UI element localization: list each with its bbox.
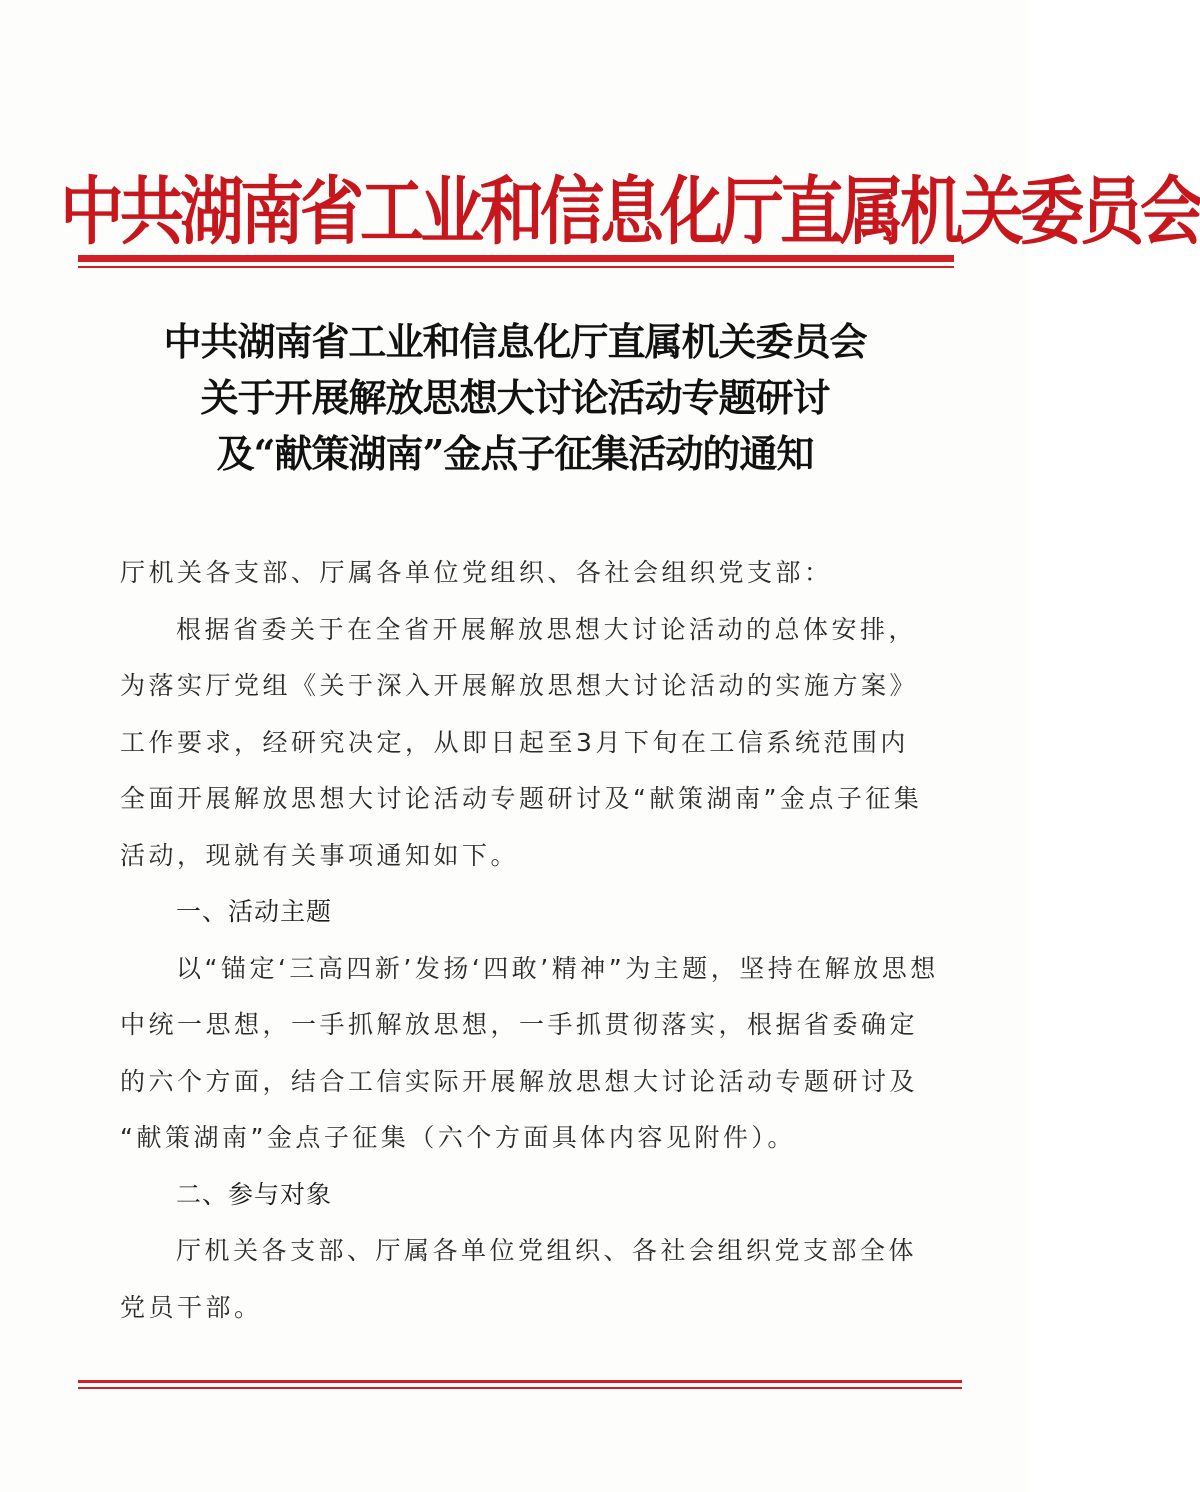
intro-line: 活动，现就有关事项通知如下。 xyxy=(120,840,520,870)
intro-line: 工作要求，经研究决定，从即日起至3月下旬在工信系统范围内 xyxy=(120,727,909,757)
intro-line: 全面开展解放思想大讨论活动专题研讨及“献策湖南”金点子征集 xyxy=(120,784,923,813)
salutation: 厅机关各支部、厅属各单位党组织、各社会组织党支部： xyxy=(120,558,833,587)
letterhead-org-name: 中共湖南省工业和信息化厅直属机关委员会 xyxy=(60,169,1200,256)
intro-line: 为落实厅党组《关于深入开展解放思想大讨论活动的实施方案》 xyxy=(120,671,919,700)
letterhead-red-rule xyxy=(78,255,954,262)
section-1-line: 以“锚定‘三高四新’发扬‘四敢’精神”为主题，坚持在解放思想 xyxy=(176,953,939,983)
section-1-line: 中统一思想，一手抓解放思想，一手抓贯彻落实，根据省委确定 xyxy=(120,1010,919,1039)
title-line-2: 关于开展解放思想大讨论活动专题研讨 xyxy=(200,375,830,420)
title-line-1: 中共湖南省工业和信息化厅直属机关委员会 xyxy=(163,319,867,364)
section-1-heading: 一、活动主题 xyxy=(176,897,333,926)
section-2-line: 厅机关各支部、厅属各单位党组织、各社会组织党支部全体 xyxy=(176,1236,918,1265)
section-2-line: 党员干部。 xyxy=(120,1292,263,1322)
document-body xyxy=(120,545,939,1336)
section-2-heading: 二、参与对象 xyxy=(176,1179,333,1209)
section-1-line: “献策湖南”金点子征集（六个方面具体内容见附件）。 xyxy=(120,1123,796,1152)
section-1-line: 的六个方面，结合工信实际开展解放思想大讨论活动专题研讨及 xyxy=(120,1066,919,1096)
title-line-3: 及“献策湖南”金点子征集活动的通知 xyxy=(216,431,814,476)
letterhead-red-rule-thin xyxy=(78,266,954,268)
footer-red-rule xyxy=(78,1380,962,1383)
document-title xyxy=(60,314,970,482)
intro-line: 根据省委关于在全省开展解放思想大讨论活动的总体安排， xyxy=(176,614,918,644)
footer-red-rule-thin xyxy=(78,1387,962,1389)
